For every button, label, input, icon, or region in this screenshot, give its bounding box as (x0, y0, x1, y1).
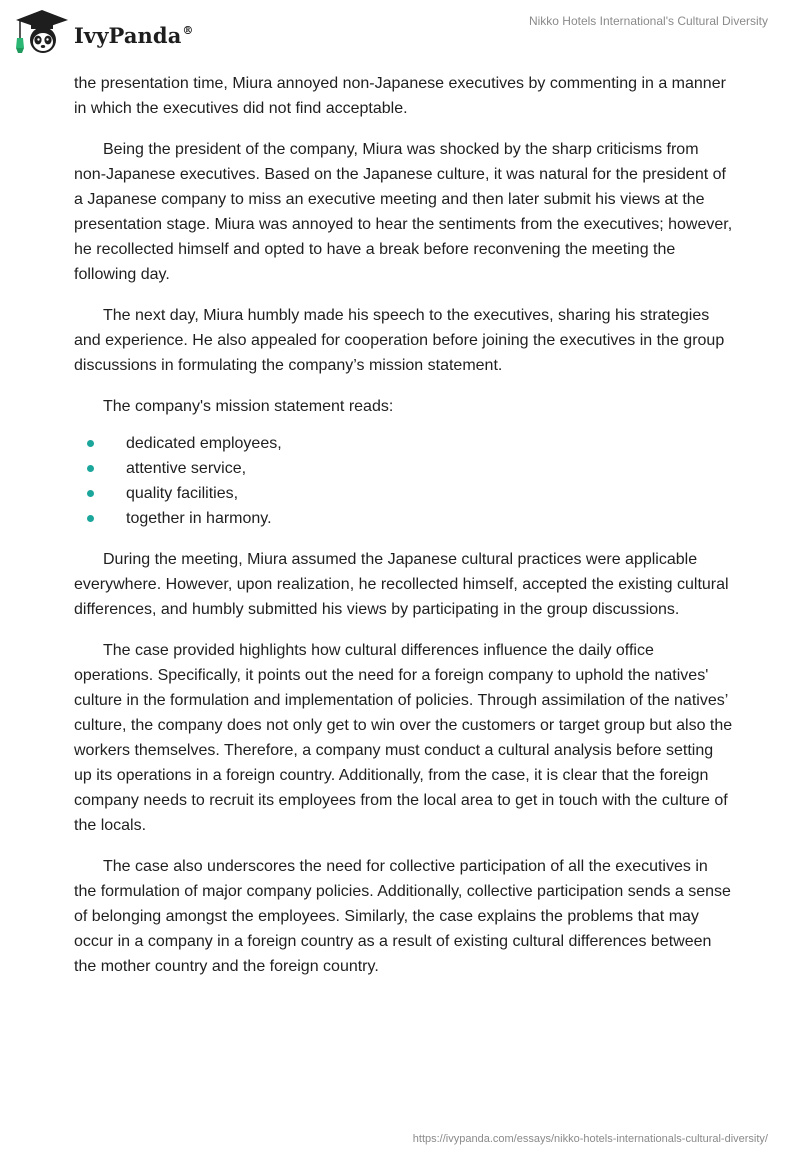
paragraph: The case also underscores the need for collective participation of all the executives in the formulation of major company policies. Additionally, collective participation sends a sense of belonging amongst the employees. Similarly, the case explains the problems that may occur in a company in a foreign country as a result of existing cultural differences between the mother country and the foreign country. (74, 858, 731, 975)
paragraph: The next day, Miura humbly made his speech to the executives, sharing his strategies and experience. He also appealed for cooperation before joining the executives in the group discussions in formulating the company’s mission statement. (74, 307, 725, 374)
source-url[interactable]: https://ivypanda.com/essays/nikko-hotels-internationals-cultural-diversity/ (412, 1133, 768, 1145)
mission-statement-list (74, 431, 734, 531)
brand-name (74, 23, 194, 48)
list-item-text: attentive service, (126, 460, 247, 477)
document-title: Nikko Hotels International's Cultural Diversity (528, 14, 768, 28)
list-item (74, 456, 734, 481)
bullet-icon (87, 490, 94, 497)
list-item-text: together in harmony. (126, 510, 272, 527)
paragraph: Being the president of the company, Miura was shocked by the sharp criticisms from non-Japanese executives. Based on the Japanese culture, it was natural for the president of a Japanese company to miss an executive meeting and then later submit his views at the presentation stage. Miura was annoyed to hear the sentiments from the executives; however, he recollected himself and opted to have a break before reconvening the meeting the following day. (74, 141, 733, 283)
list-item-text: quality facilities, (126, 485, 239, 502)
list-item (74, 481, 734, 506)
registered-mark: ® (182, 23, 194, 37)
bullet-icon (87, 515, 94, 522)
paragraph: the presentation time, Miura annoyed non-Japanese executives by commenting in a manner in which the executives did not find acceptable. (74, 75, 726, 117)
paragraph: The case provided highlights how cultural differences influence the daily office operations. Specifically, it points out the need for a foreign company to uphold the natives' culture in the formulation and implementation of policies. Through assimilation of the natives’ culture, the company does not only get to win over the customers or target group but also the workers themselves. Therefore, a company must conduct a cultural analysis before setting up its operations in a foreign country. Additionally, from the case, it is clear that the foreign company needs to recruit its employees from the local area to get in touch with the culture of the locals. (74, 642, 733, 834)
paragraph: The company's mission statement reads: (103, 398, 394, 415)
list-item-text: dedicated employees, (126, 435, 282, 452)
panda-graduate-icon (14, 8, 70, 56)
list-item (74, 506, 734, 531)
page-header (0, 0, 800, 70)
bullet-icon (87, 465, 94, 472)
list-item (74, 431, 734, 456)
essay-body (74, 71, 734, 995)
paragraph: During the meeting, Miura assumed the Japanese cultural practices were applicable everywhere. However, upon realization, he recollected himself, accepted the existing cultural differences, and humbly submitted his views by participating in the group discussions. (74, 551, 729, 618)
brand-label: IvyPanda (74, 22, 182, 48)
logo[interactable] (14, 8, 194, 56)
bullet-icon (87, 440, 94, 447)
